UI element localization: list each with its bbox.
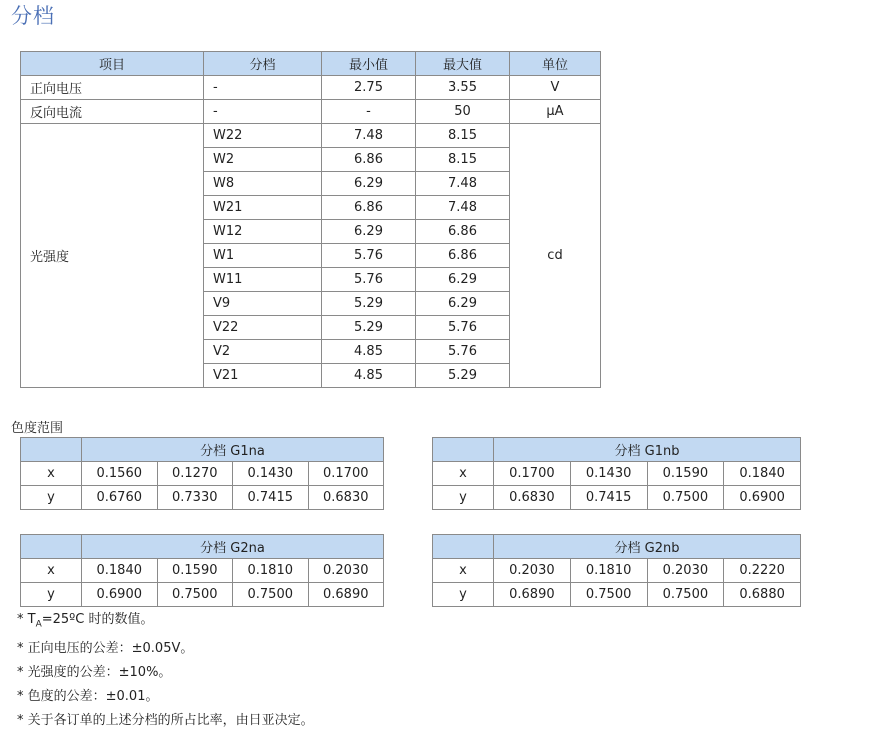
chromaticity-value-y: 0.7500	[570, 583, 647, 607]
chromaticity-value-y: 0.6900	[82, 583, 158, 607]
notes-list	[17, 608, 314, 733]
chromaticity-row-y	[21, 583, 384, 607]
chromaticity-row-x	[21, 462, 384, 486]
chromaticity-value-x: 0.1810	[570, 559, 647, 583]
chromaticity-table-g1nb	[432, 437, 801, 510]
row-min: 6.86	[322, 196, 416, 220]
row-max: 50	[416, 100, 510, 124]
row-bin: V22	[204, 316, 322, 340]
row-max: 3.55	[416, 76, 510, 100]
row-max: 6.86	[416, 220, 510, 244]
axis-label-x: x	[433, 559, 494, 583]
chromaticity-row-x	[21, 559, 384, 583]
row-bin: -	[204, 100, 322, 124]
chromaticity-value-x: 0.1840	[82, 559, 158, 583]
row-min: 4.85	[322, 340, 416, 364]
row-unit: μA	[510, 100, 601, 124]
chromaticity-value-x: 0.1590	[157, 559, 233, 583]
header-blank	[433, 438, 494, 462]
chromaticity-header-row	[433, 438, 801, 462]
row-bin: W12	[204, 220, 322, 244]
row-bin: V9	[204, 292, 322, 316]
chromaticity-value-x: 0.1430	[233, 462, 309, 486]
row-item: 反向电流	[21, 100, 204, 124]
chromaticity-row-x	[433, 559, 801, 583]
note-temperature	[17, 608, 314, 637]
row-min: 5.29	[322, 292, 416, 316]
chromaticity-value-y: 0.6760	[82, 486, 158, 510]
row-max: 8.15	[416, 124, 510, 148]
header-unit: 单位	[510, 52, 601, 76]
row-bin: W21	[204, 196, 322, 220]
chromaticity-section-label: 色度范围	[11, 421, 64, 436]
note-item: * 光强度的公差：±10%。	[17, 664, 172, 680]
row-min: 5.29	[322, 316, 416, 340]
page-title: 分档	[11, 4, 55, 28]
chromaticity-bin-title: 分档 G2nb	[494, 535, 801, 559]
header-max: 最大值	[416, 52, 510, 76]
header-bin: 分档	[204, 52, 322, 76]
row-bin: W11	[204, 268, 322, 292]
chromaticity-value-x: 0.1560	[82, 462, 158, 486]
chromaticity-value-x: 0.2030	[647, 559, 724, 583]
table-row	[21, 100, 601, 124]
chromaticity-value-y: 0.7415	[570, 486, 647, 510]
table-row	[21, 124, 601, 148]
note-temp-prefix: * T	[17, 612, 36, 627]
chromaticity-value-x: 0.1840	[724, 462, 801, 486]
row-max: 5.76	[416, 340, 510, 364]
row-min: -	[322, 100, 416, 124]
row-max: 8.15	[416, 148, 510, 172]
note-item: * 正向电压的公差：±0.05V。	[17, 640, 194, 656]
header-blank	[21, 535, 82, 559]
row-bin: W22	[204, 124, 322, 148]
row-bin: W8	[204, 172, 322, 196]
chromaticity-bin-title: 分档 G2na	[82, 535, 384, 559]
chromaticity-header-row	[21, 438, 384, 462]
header-item: 项目	[21, 52, 204, 76]
chromaticity-value-y: 0.6890	[308, 583, 384, 607]
row-max: 6.29	[416, 268, 510, 292]
chromaticity-value-x: 0.1590	[647, 462, 724, 486]
chromaticity-table-g2na	[20, 534, 384, 607]
binning-table	[20, 51, 601, 388]
header-blank	[21, 438, 82, 462]
row-max: 5.76	[416, 316, 510, 340]
row-max: 5.29	[416, 364, 510, 388]
axis-label-x: x	[21, 559, 82, 583]
chromaticity-value-x: 0.1430	[570, 462, 647, 486]
row-min: 6.29	[322, 172, 416, 196]
chromaticity-row-x	[433, 462, 801, 486]
note-item: * 色度的公差：±0.01。	[17, 688, 159, 704]
chromaticity-value-y: 0.7500	[647, 486, 724, 510]
chromaticity-row-y	[433, 486, 801, 510]
row-min: 5.76	[322, 244, 416, 268]
row-bin: W1	[204, 244, 322, 268]
row-max: 7.48	[416, 196, 510, 220]
chromaticity-value-y: 0.7500	[157, 583, 233, 607]
chromaticity-row-y	[433, 583, 801, 607]
axis-label-y: y	[433, 583, 494, 607]
row-bin: V2	[204, 340, 322, 364]
row-min: 6.86	[322, 148, 416, 172]
chromaticity-table-g1na	[20, 437, 384, 510]
chromaticity-value-x: 0.1700	[494, 462, 571, 486]
row-min: 4.85	[322, 364, 416, 388]
header-blank	[433, 535, 494, 559]
table-row	[21, 76, 601, 100]
row-min: 5.76	[322, 268, 416, 292]
axis-label-y: y	[433, 486, 494, 510]
chromaticity-value-y: 0.7500	[647, 583, 724, 607]
chromaticity-value-x: 0.2030	[308, 559, 384, 583]
row-item: 正向电压	[21, 76, 204, 100]
row-max: 7.48	[416, 172, 510, 196]
row-item-luminous: 光强度	[21, 124, 204, 388]
row-unit-luminous: cd	[510, 124, 601, 388]
row-bin: W2	[204, 148, 322, 172]
chromaticity-value-y: 0.7500	[233, 583, 309, 607]
note-item: * 关于各订单的上述分档的所占比率，由日亚决定。	[17, 712, 314, 728]
note-temp-subscript: A	[35, 619, 42, 630]
axis-label-y: y	[21, 486, 82, 510]
chromaticity-header-row	[21, 535, 384, 559]
row-min: 6.29	[322, 220, 416, 244]
chromaticity-value-y: 0.6900	[724, 486, 801, 510]
chromaticity-value-y: 0.6890	[494, 583, 571, 607]
row-min: 7.48	[322, 124, 416, 148]
row-max: 6.29	[416, 292, 510, 316]
chromaticity-value-y: 0.7415	[233, 486, 309, 510]
chromaticity-bin-title: 分档 G1nb	[494, 438, 801, 462]
chromaticity-bin-title: 分档 G1na	[82, 438, 384, 462]
row-bin: V21	[204, 364, 322, 388]
row-max: 6.86	[416, 244, 510, 268]
chromaticity-value-y: 0.6830	[308, 486, 384, 510]
axis-label-x: x	[433, 462, 494, 486]
chromaticity-row-y	[21, 486, 384, 510]
chromaticity-value-x: 0.1700	[308, 462, 384, 486]
row-unit: V	[510, 76, 601, 100]
chromaticity-value-y: 0.6830	[494, 486, 571, 510]
chromaticity-value-x: 0.1810	[233, 559, 309, 583]
row-min: 2.75	[322, 76, 416, 100]
header-min: 最小值	[322, 52, 416, 76]
chromaticity-value-x: 0.2030	[494, 559, 571, 583]
chromaticity-table-g2nb	[432, 534, 801, 607]
axis-label-y: y	[21, 583, 82, 607]
note-temp-suffix: =25ºC 时的数值。	[41, 612, 154, 627]
chromaticity-value-y: 0.7330	[157, 486, 233, 510]
chromaticity-header-row	[433, 535, 801, 559]
chromaticity-value-x: 0.2220	[724, 559, 801, 583]
chromaticity-value-x: 0.1270	[157, 462, 233, 486]
chromaticity-value-y: 0.6880	[724, 583, 801, 607]
axis-label-x: x	[21, 462, 82, 486]
row-bin: -	[204, 76, 322, 100]
table-header-row	[21, 52, 601, 76]
